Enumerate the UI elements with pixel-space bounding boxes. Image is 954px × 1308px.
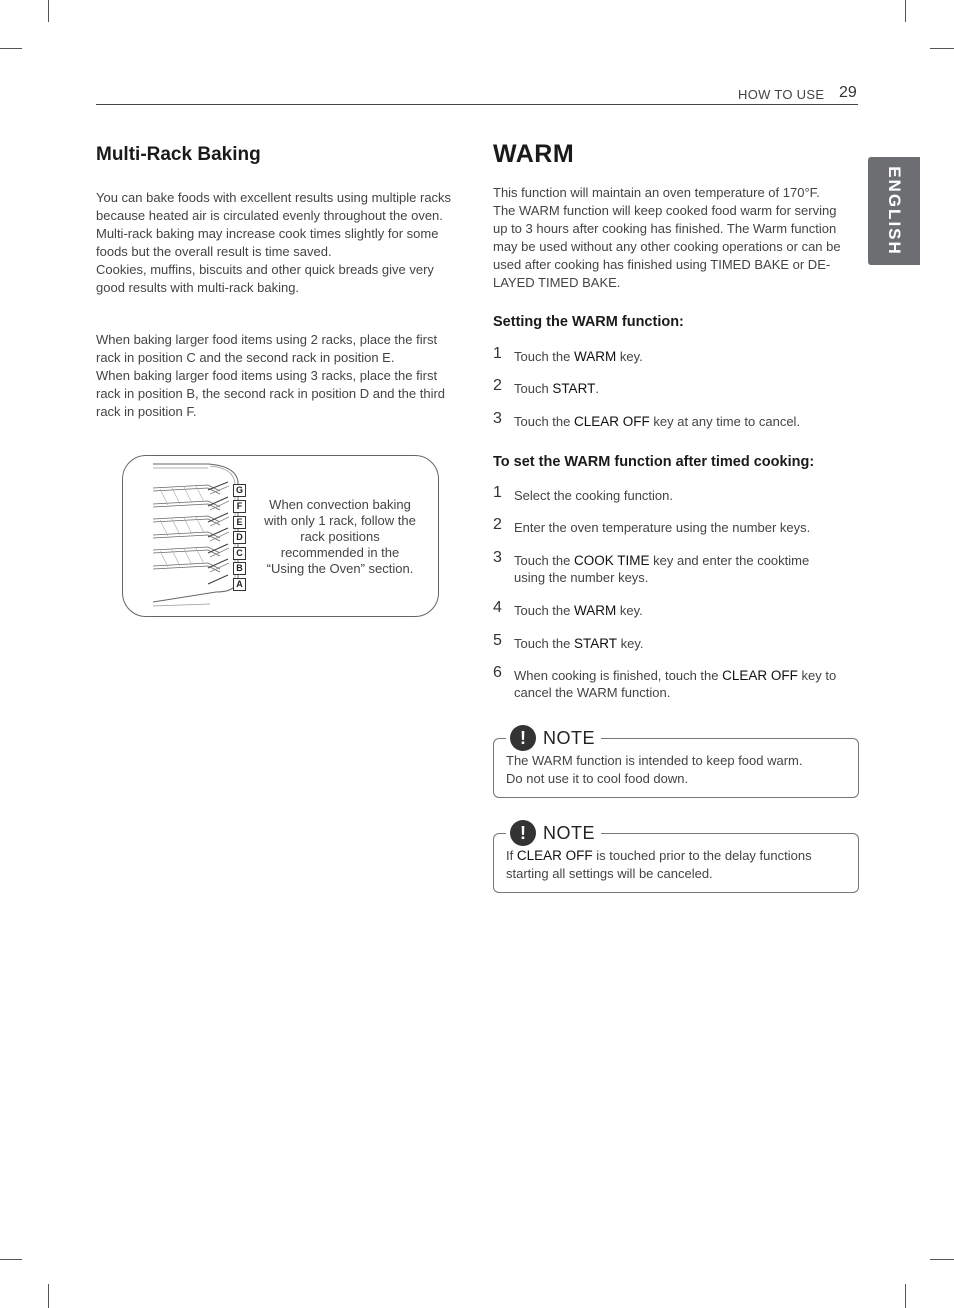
note-title: NOTE	[543, 822, 596, 843]
step-number: 1	[493, 345, 502, 362]
crop-mark	[905, 0, 906, 22]
key-name: CLEAR OFF	[574, 414, 650, 429]
header-section-label: HOW TO USE	[738, 87, 825, 102]
step-number: 4	[493, 599, 502, 616]
header-divider	[96, 104, 858, 105]
note-header	[506, 820, 601, 846]
note-text: If CLEAR OFF is touched prior to the delay functions starting all settings will be canceled.	[506, 848, 812, 881]
step-number: 3	[493, 410, 502, 427]
key-name: WARM	[574, 349, 617, 364]
rack-label-d: D	[233, 531, 246, 544]
key-name: START	[574, 636, 618, 651]
timed-warm-heading: To set the WARM function after timed cooking:	[493, 454, 815, 470]
warm-intro: This function will maintain an oven temperature of 170°F. The WARM function will keep cooked food warm for serving up to 3 hours after cooking has finished. The Warm function may be used without any other cooking operations or can be used after cooking has finished using TIMED BAKE or DE- LAYED TIMED BAKE.	[493, 185, 841, 290]
step-number: 3	[493, 549, 502, 566]
language-tab	[868, 157, 920, 265]
key-name: CLEAR OFF	[516, 848, 593, 863]
rack-label-g: G	[233, 484, 246, 497]
rack-label-f: F	[233, 500, 246, 513]
language-tab-label: ENGLISH	[885, 166, 904, 256]
note-title: NOTE	[543, 727, 596, 748]
multi-rack-title: Multi-Rack Baking	[96, 144, 261, 165]
step-number: 6	[493, 664, 502, 681]
step-number: 5	[493, 632, 502, 649]
crop-mark	[48, 0, 49, 22]
key-name: CLEAR OFF	[722, 668, 798, 683]
crop-mark	[930, 1259, 954, 1260]
crop-mark	[0, 1259, 22, 1260]
crop-mark	[0, 48, 22, 49]
exclamation-icon: !	[510, 725, 536, 751]
setting-warm-heading: Setting the WARM function:	[493, 314, 684, 330]
note-box-2	[493, 822, 859, 893]
key-name: WARM	[574, 603, 617, 618]
step-number: 1	[493, 484, 502, 501]
diagram-caption: When convection baking with only 1 rack, follow the rack positions recommended in the “Using the Oven” section.	[264, 497, 416, 576]
multi-rack-paragraph-1: You can bake foods with excellent results using multiple racks because heated air is circulated evenly throughout the oven. Multi-rack baking may increase cook times slightly for some foods but the overall result is time saved. Cookies, muffins, biscuits and other quick breads give very good results with multi-rack baking.	[96, 190, 452, 295]
page-number: 29	[839, 84, 857, 101]
note-header	[506, 725, 601, 751]
step-number: 2	[493, 516, 502, 533]
key-name: START	[552, 381, 596, 396]
rack-label-a: A	[233, 578, 246, 591]
multi-rack-paragraph-2: When baking larger food items using 2 racks, place the first rack in position C and the second rack in position E. When baking larger food items using 3 racks, place the first rack in position B, the second rack in position D and the third rack in position F.	[96, 332, 446, 419]
rack-label-e: E	[233, 516, 246, 529]
exclamation-icon: !	[510, 820, 536, 846]
note-text: The WARM function is intended to keep food warm. Do not use it to cool food down.	[506, 753, 803, 786]
crop-mark	[930, 48, 954, 49]
crop-mark	[905, 1284, 906, 1308]
note-box-1	[493, 727, 859, 798]
crop-mark	[48, 1284, 49, 1308]
key-name: COOK TIME	[574, 553, 650, 568]
warm-title: WARM	[493, 140, 575, 168]
rack-label-b: B	[233, 562, 246, 575]
rack-label-c: C	[233, 547, 246, 560]
step-number: 2	[493, 377, 502, 394]
